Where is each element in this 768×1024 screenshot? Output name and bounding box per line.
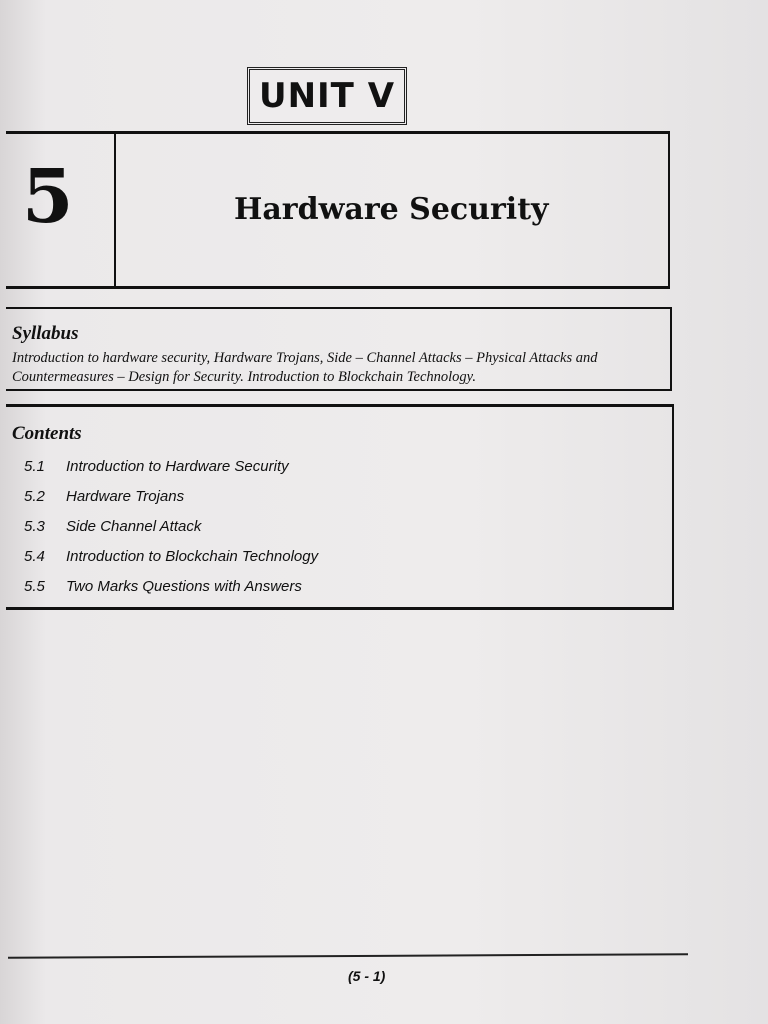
chapter-divider bbox=[114, 134, 116, 286]
syllabus-box bbox=[6, 307, 672, 391]
contents-item bbox=[12, 481, 666, 511]
page-number: (5 - 1) bbox=[348, 968, 386, 984]
contents-item-title: Side Channel Attack bbox=[66, 517, 202, 535]
syllabus-text: Introduction to hardware security, Hardware Trojans, Side – Channel Attacks – Physical Attacks and Countermeasures – Design for Security. Introduction to Blockchain Technology. bbox=[12, 350, 598, 385]
contents-item-title: Hardware Trojans bbox=[66, 487, 185, 505]
contents-item bbox=[12, 451, 666, 481]
contents-box bbox=[6, 404, 674, 610]
contents-item bbox=[12, 541, 666, 571]
contents-item bbox=[12, 511, 666, 541]
contents-item-number: 5.5 bbox=[24, 577, 45, 595]
unit-label: UNIT V bbox=[258, 76, 396, 116]
contents-heading: Contents bbox=[12, 423, 82, 444]
contents-item-number: 5.3 bbox=[24, 517, 45, 535]
contents-item-title: Introduction to Hardware Security bbox=[66, 457, 289, 475]
chapter-number: 5 bbox=[22, 154, 74, 240]
chapter-title: Hardware Security bbox=[234, 192, 549, 227]
contents-item-number: 5.1 bbox=[24, 457, 45, 475]
contents-item-title: Two Marks Questions with Answers bbox=[66, 577, 302, 595]
syllabus-heading: Syllabus bbox=[12, 323, 79, 344]
contents-item-number: 5.4 bbox=[24, 547, 45, 565]
contents-item bbox=[12, 571, 666, 601]
chapter-header bbox=[6, 131, 670, 289]
contents-item-number: 5.2 bbox=[24, 487, 45, 505]
contents-list bbox=[12, 451, 666, 601]
contents-item-title: Introduction to Blockchain Technology bbox=[66, 547, 319, 565]
unit-box bbox=[247, 67, 407, 125]
